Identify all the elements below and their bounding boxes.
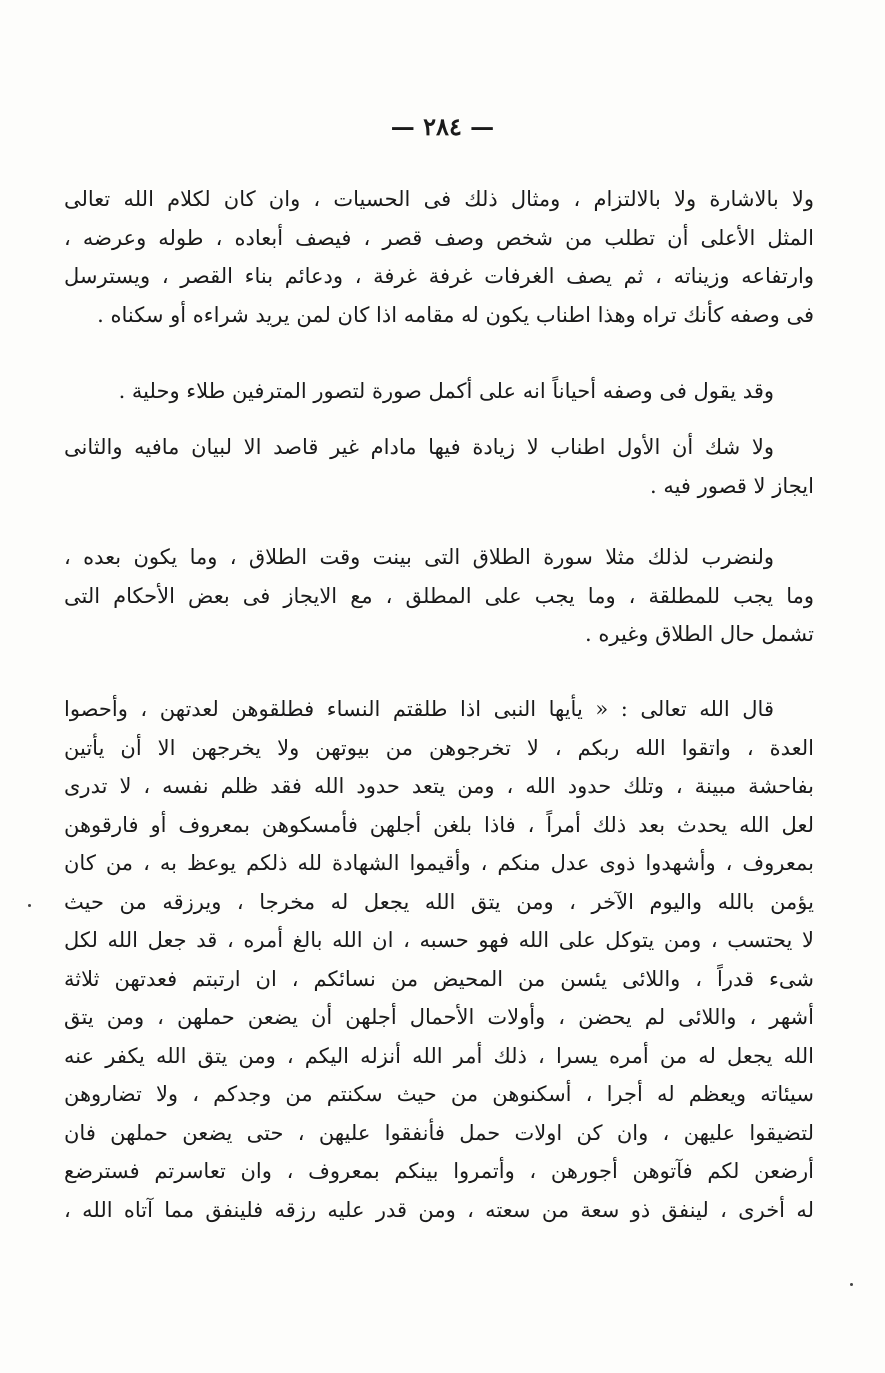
text-line: العدة ، واتقوا الله ربكم ، لا تخرجوهن من بيوتهن ولا يخرجهن الا أن يأتين [64, 735, 814, 760]
text-line: له أخرى ، لينفق ذو سعة من سعته ، ومن قدر عليه رزقه فلينفق مما آتاه الله ، [64, 1197, 814, 1222]
paragraph-description-example [64, 180, 814, 334]
text-line: لعل الله يحدث بعد ذلك أمراً ، فاذا بلغن أجلهن فأمسكوهن بمعروف أو فارقوهن [64, 812, 814, 837]
text-line: بفاحشة مبينة ، وتلك حدود الله ، ومن يتعد حدود الله فقد ظلم نفسه ، لا تدرى [64, 774, 814, 798]
scan-speck [28, 904, 31, 907]
text-line: ولا شك أن الأول اطناب لا زيادة فيها مادام غير قاصد الا لبيان مافيه والثانى [64, 435, 774, 459]
scan-speck [850, 1283, 853, 1286]
text-line: وقد يقول فى وصفه أحياناً انه على أكمل صورة لتصور المترفين طلاء وحلية . [118, 379, 774, 403]
paragraph-brief-description [64, 372, 814, 411]
text-line: سيئاته ويعظم له أجرا ، أسكنوهن من حيث سكنتم من وجدكم ، ولا تضاروهن [64, 1082, 814, 1106]
text-line: لا يحتسب ، ومن يتوكل على الله فهو حسبه ، ان الله بالغ أمره ، قد جعل الله لكل [64, 928, 814, 952]
text-line: ولنضرب لذلك مثلا سورة الطلاق التى بينت وقت الطلاق ، وما يكون بعده ، [64, 545, 774, 569]
text-line: يؤمن بالله واليوم الآخر ، ومن يتق الله يجعل له مخرجا ، ويرزقه من حيث [64, 889, 814, 914]
text-line: تشمل حال الطلاق وغيره . [585, 622, 814, 646]
paragraph-quran-quote [64, 690, 814, 1229]
text-line: لتضيقوا عليهن ، وان كن اولات حمل فأنفقوا عليهن ، حتى يضعن حملهن فان [64, 1120, 814, 1145]
text-line: وارتفاعه وزيناته ، ثم يصف الغرفات غرفة غرفة ، ودعائم بناء القصر ، ويسترسل [64, 264, 814, 288]
text-line: الله يجعل له من أمره يسرا ، ذلك أمر الله أنزله اليكم ، ومن يتق الله يكفر عنه [64, 1043, 814, 1068]
text-line: ايجاز لا قصور فيه . [649, 473, 814, 498]
paragraph-comparison [64, 428, 814, 505]
text-line: فى وصفه كأنك تراه وهذا اطناب يكون له مقامه اذا كان لمن يريد شراءه أو سكناه . [97, 302, 814, 327]
page-number: — ٢٨٤ — [390, 112, 495, 141]
text-line: وما يجب للمطلقة ، وما يجب على المطلق ، مع الايجاز فى بعض الأحكام التى [64, 583, 814, 608]
text-line: أشهر ، واللائى لم يحضن ، وأولات الأحمال أجلهن أن يضعن حملهن ، ومن يتق [64, 1005, 814, 1029]
paragraph-example-intro [64, 538, 814, 654]
text-line: المثل الأعلى أن تطلب من شخص وصف قصر ، فيصف أبعاده ، طوله وعرضه ، [64, 225, 814, 250]
text-line: شىء قدراً ، واللائى يئسن من المحيض من نسائكم ، ان ارتبتم فعدتهن ثلاثة [64, 966, 814, 991]
text-line: قال الله تعالى : « يأيها النبى اذا طلقتم النساء فطلقوهن لعدتهن ، وأحصوا [64, 697, 774, 721]
text-line: بمعروف ، وأشهدوا ذوى عدل منكم ، وأقيموا الشهادة لله ذلكم يوعظ به ، من كان [64, 851, 814, 875]
text-line: أرضعن لكم فآتوهن أجورهن ، وأتمروا بينكم بمعروف ، وان تعاسرتم فسترضع [64, 1159, 814, 1183]
text-line: ولا بالاشارة ولا بالالتزام ، ومثال ذلك فى الحسيات ، وان كان لكلام الله تعالى [64, 187, 814, 211]
